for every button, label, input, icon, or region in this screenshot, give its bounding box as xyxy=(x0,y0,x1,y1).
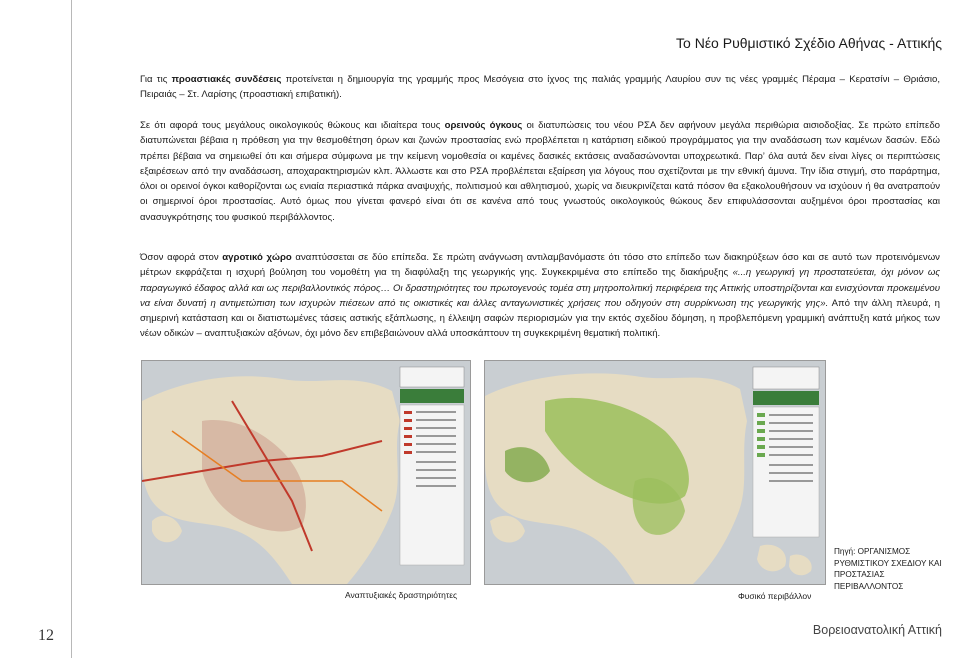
p3-text-c: αναπτύσσεται σε δύο επίπεδα. Σε πρώτη ανάγνωση αντιλαμβανόμαστε ότι τόσο στο επίπεδο των διακηρύξεων όσο και σε αυτό των προτεινόμενων μέτρων εκφράζεται η ισχυρή βούληση του νομοθέτη για τη διαφύλαξη της γεωργικής γης. Συγκεκριμένα στο επίπεδο της διακήρυξης xyxy=(140,252,940,279)
p2-text-c: οι διατυπώσεις του νέου ΡΣΑ δεν αφήνουν μεγάλα περιθώρια αισιοδοξίας. Σε πρώτο επίπεδο διατυπώνεται βέβαια η πρόθεση για την θεσμοθέτηση όρων και ζωνών προστασίας ενώ προβλέπεται η κατάρτιση ειδικού προγράμματος για την αναδάσωση των καμένων δασών. Εδώ πρέπει βέβαια να σημειωθεί ότι και σήμερα σύμφωνα με την κείμενη νομοθεσία οι καμένες δασικές εκτάσεις αναδασώνονται υποχρεωτικά. Παρ’ όλα αυτά δεν είναι λίγες οι περιπτώσεις εξαιρέσεων από την αναδάσωση, αποχαρακτηρισμών κλπ. Άλλωστε και στο ΡΣΑ προβλέπεται εξαίρεση για λόγους που σχετίζονται με την εθνική άμυνα. Την ίδια στιγμή, στο παράρτημα, όλοι οι ορεινοί όγκοι καθορίζονται ως ενιαία περιαστικά πάρκα αναψυχής, πολιτισμού και αθλητισμού, χωρίς να διευκρινίζεται κατά πόσον θα εξακολουθήσουν να ισχύουν ή θα ανατραπούν οι σημερινοί όροι προστασίας. Αυτό όμως που γίνεται φανερό είναι ότι σε κανένα από τους γνωστούς οικολογικούς θώκους δεν επιφυλάσσονται αυξημένοι όροι προστασίας και ανασυγκρότησης του φυσικού περιβάλλοντος. xyxy=(140,120,941,223)
figure-caption-environment: Φυσικό περιβάλλον xyxy=(738,591,812,601)
p1-text-a: Για τις xyxy=(140,74,172,85)
page-title: Το Νέο Ρυθμιστικό Σχέδιο Αθήνας - Αττικής xyxy=(676,35,942,51)
paragraph-agricultural-space xyxy=(140,250,940,342)
figure-caption-development: Αναπτυξιακές δραστηριότητες xyxy=(345,590,458,600)
page-number: 12 xyxy=(38,627,54,644)
p3-bold-term: αγροτικό χώρο xyxy=(222,252,292,263)
development-activities-map xyxy=(141,360,471,585)
source-line-4: ΠΕΡΙΒΑΛΛΟΝΤΟΣ xyxy=(834,581,904,591)
environment-map-graphic xyxy=(485,361,825,584)
p3-text-e: Από την άλλη πλευρά, η σημερινή κατάσταση και οι διατιστωμένες τάσεις αστικής εξάπλωσης, η έλλειψη σαφών περιορισμών για την εκτός σχεδίου δόμηση, η προβλεπόμενη γραμμική ανάπτυξη κατά μήκος των νέων οδικών – αναπτυξιακών αξόνων, όχι μόνο δεν επιβεβαιώνουν αλλά υποσκάπτουν τη συγκεκριμένη θεματική πολιτική. xyxy=(140,297,940,340)
development-map-graphic xyxy=(142,361,470,584)
section-name: Βορειοανατολική Αττική xyxy=(812,623,942,637)
paragraph-suburban-rail xyxy=(140,72,940,103)
source-line-1: Πηγή: ΟΡΓΑΝΙΣΜΟΣ xyxy=(834,547,911,556)
source-line-3: ΠΡΟΣΤΑΣΙΑΣ xyxy=(834,570,885,579)
natural-environment-map xyxy=(484,360,826,585)
source-note xyxy=(834,546,959,592)
p2-text-a: Σε ότι αφορά τους μεγάλους οικολογικούς θώκους και ιδιαίτερα τους xyxy=(140,120,445,131)
p2-bold-term: ορεινούς όγκους xyxy=(444,120,523,131)
left-margin-rule xyxy=(71,0,72,658)
source-line-2: ΡΥΘΜΙΣΤΙΚΟΥ ΣΧΕΔΙΟΥ ΚΑΙ xyxy=(834,558,942,568)
p3-quote: «...η γεωργική γη προστατεύεται, όχι μόνον ως παραγωγικό έδαφος αλλά και ως περιβαλλοντικός πόρος… Οι δραστηριότητες του πρωτογενούς τομέα στη μητροπολιτική περιφέρεια της Αττικής υποστηρίζονται και ενισχύονται προκειμένου να είναι δυνατή η αντιμετώπιση των ισχυρών πιέσεων από τις οικιστικές και άλλες ανταγωνιστικές χρήσεις που οδηγούν στη συρρίκνωση της γεωργικής γης». xyxy=(140,267,940,309)
p3-text-a: Όσον αφορά στον xyxy=(140,252,223,263)
p1-text-c: προτείνεται η δημιουργία της γραμμής προς Μεσόγεια στο ίχνος της παλιάς γραμμής Λαυρίου συν τις νέες γραμμές Πέραμα – Κερατσίνι – Θριάσιο, Πειραιάς – Στ. Λαρίσης (προαστιακή επιβατική). xyxy=(140,74,940,101)
paragraph-mountain-masses xyxy=(140,118,940,225)
p1-bold-term: προαστιακές συνδέσεις xyxy=(171,74,282,85)
